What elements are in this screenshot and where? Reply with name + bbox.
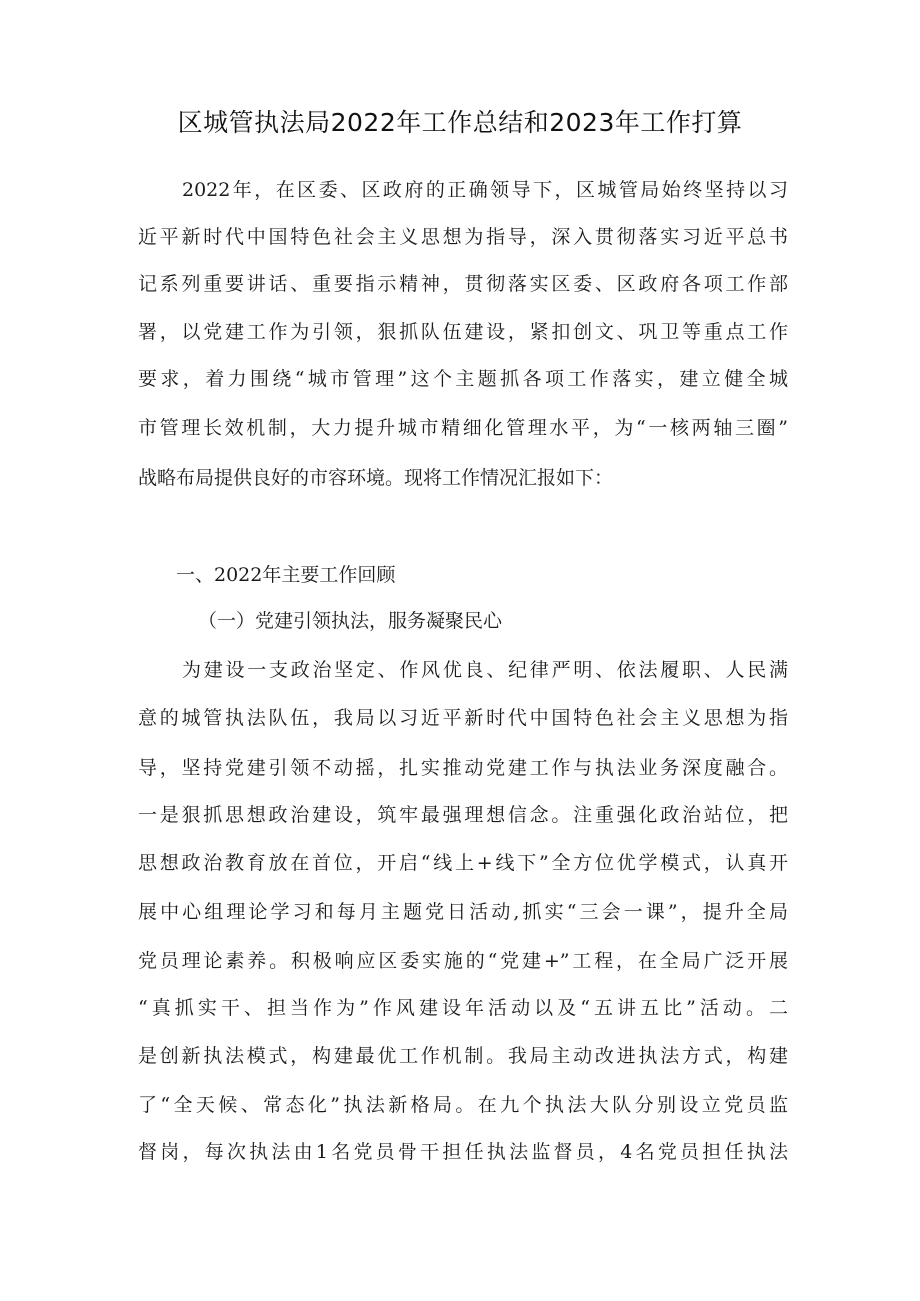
intro-line: 署，以党建工作为引领，狠抓队伍建设，紧扣创文、巩卫等重点工作	[138, 321, 788, 343]
body-line: 展中心组理论学习和每月主题党日活动,抓实“三会一课”，提升全局	[138, 901, 788, 923]
body-line: 导，坚持党建引领不动摇，扎实推动党建工作与执法业务深度融合。	[138, 757, 788, 779]
intro-line: 战略布局提供良好的市容环境。现将工作情况汇报如下：	[138, 467, 614, 489]
intro-line: 2022年，在区委、区政府的正确领导下，区城管局始终坚持以习	[182, 179, 788, 201]
intro-line: 近平新时代中国特色社会主义思想为指导，深入贯彻落实习近平总书	[138, 226, 788, 248]
body-line: 是创新执法模式，构建最优工作机制。我局主动改进执法方式，构建	[138, 1045, 788, 1067]
body-line: 督岗，每次执法由1名党员骨干担任执法监督员，4名党员担任执法	[138, 1141, 788, 1163]
body-line: “真抓实干、担当作为”作风建设年活动以及“五讲五比”活动。二	[138, 997, 788, 1019]
body-line: 党员理论素养。积极响应区委实施的“党建+”工程，在全局广泛开展	[138, 950, 788, 972]
body-line: 为建设一支政治坚定、作风优良、纪律严明、依法履职、人民满	[182, 659, 788, 681]
document-title: 区城管执法局2022年工作总结和2023年工作打算	[177, 108, 743, 137]
body-line: 了“全天候、常态化”执法新格局。在九个执法大队分别设立党员监	[138, 1094, 788, 1116]
section-heading: 一、2022年主要工作回顾	[176, 564, 396, 586]
body-line: 思想政治教育放在首位，开启“线上+线下”全方位优学模式，认真开	[138, 852, 788, 874]
intro-line: 市管理长效机制，大力提升城市精细化管理水平，为“一核两轴三圈”	[138, 417, 788, 439]
intro-line: 记系列重要讲话、重要指示精神，贯彻落实区委、区政府各项工作部	[138, 273, 788, 295]
subsection-heading: （一）党建引领执法，服务凝聚民心	[198, 610, 503, 632]
intro-line: 要求，着力围绕“城市管理”这个主题抓各项工作落实，建立健全城	[138, 368, 788, 390]
body-line: 意的城管执法队伍，我局以习近平新时代中国特色社会主义思想为指	[138, 707, 788, 729]
body-line: 一是狠抓思想政治建设，筑牢最强理想信念。注重强化政治站位，把	[138, 804, 788, 826]
